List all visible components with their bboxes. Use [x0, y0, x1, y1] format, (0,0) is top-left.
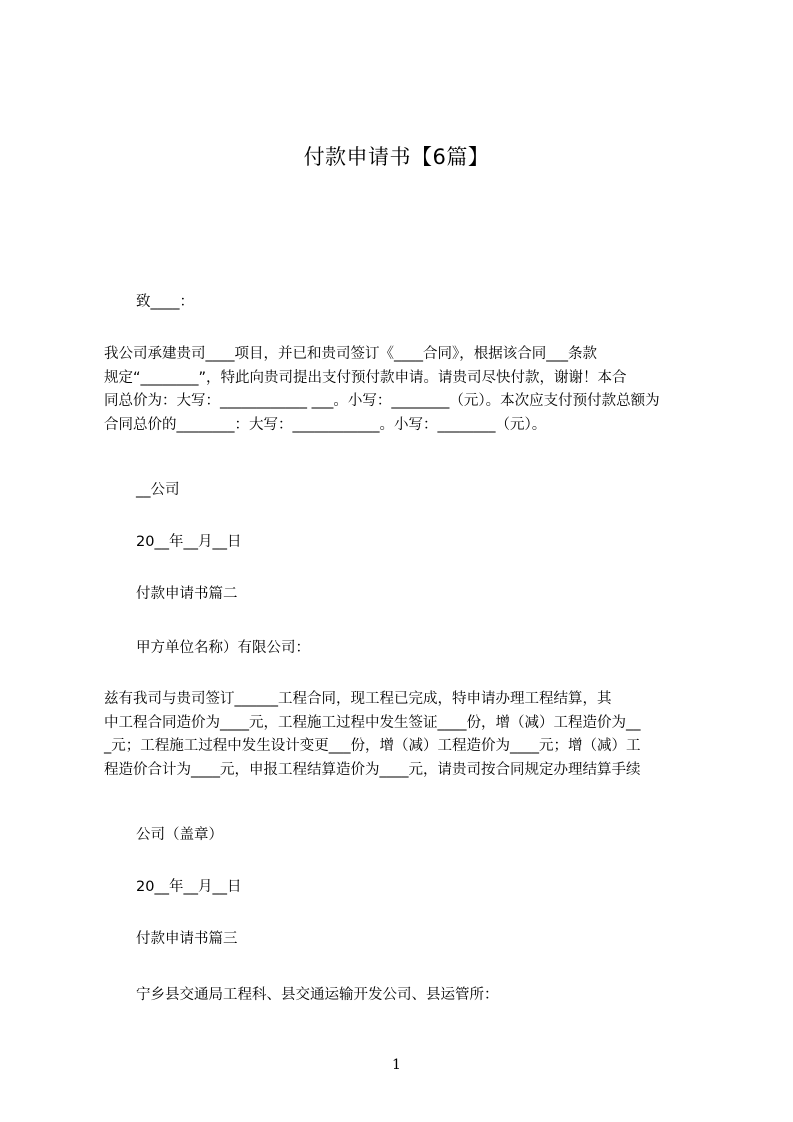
- addressee-3: 宁乡县交通局工程科、县交通运输开发公司、县运管所：: [136, 987, 499, 1003]
- addressee-2: 甲方单位名称）有限公司：: [136, 640, 310, 656]
- company-name: __公司: [136, 482, 180, 498]
- paragraph-1-line: 我公司承建贵司____项目，并已和贵司签订《____合同》，根据该合同___条款: [104, 346, 597, 362]
- date-line: 20__年__月__日: [136, 534, 242, 550]
- section-heading-2: 付款申请书篇二: [136, 586, 238, 602]
- paragraph-1: [104, 343, 690, 437]
- date-line: 20__年__月__日: [136, 879, 242, 895]
- salutation: 致____：: [136, 294, 194, 310]
- paragraph-2-line: 程造价合计为____元，申报工程结算造价为____元，请贵司按合同规定办理结算手续: [104, 761, 641, 778]
- document-title: 付款申请书【6篇】: [303, 145, 490, 169]
- company-seal: 公司（盖章）: [136, 827, 223, 843]
- page-number: 1: [392, 1057, 401, 1073]
- paragraph-2-line: 中工程合同造价为____元，工程施工过程中发生签证____份，增（减）工程造价为__: [104, 714, 641, 731]
- paragraph-2: [104, 688, 690, 782]
- paragraph-2-line: _元；工程施工过程中发生设计变更___份，增（减）工程造价为____元；增（减）工: [104, 738, 641, 754]
- paragraph-1-line: 合同总价的________：大写：____________。小写：________（元）。: [104, 416, 547, 433]
- paragraph-1-line: 同总价为：大写：____________ ___。小写：________（元）。本次应支付预付款总额为: [104, 393, 660, 409]
- section-heading-3: 付款申请书篇三: [136, 931, 238, 947]
- paragraph-1-line: 规定“________”，特此向贵司提出支付预付款申请。请贵司尽快付款，谢谢！本合: [104, 369, 627, 386]
- paragraph-2-line: 兹有我司与贵司签订______工程合同，现工程已完成，特申请办理工程结算，其: [104, 691, 612, 707]
